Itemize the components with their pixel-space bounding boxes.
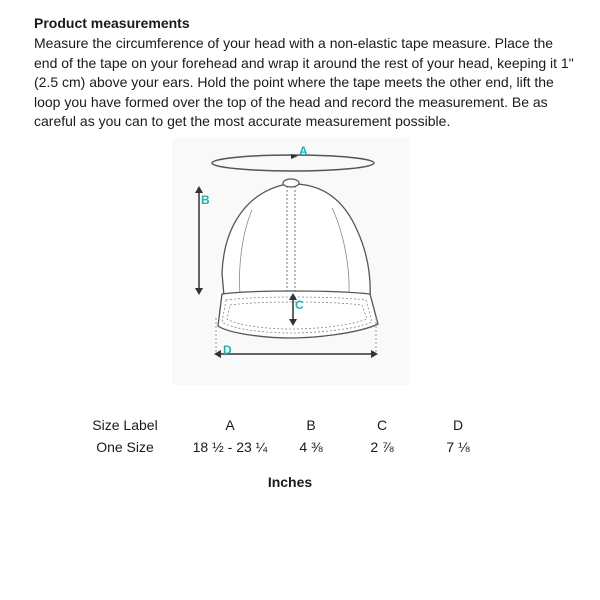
page-title: Product measurements [34,15,190,31]
arrow-d-left [214,350,221,358]
cell-d: 7 ⅛ [446,439,470,455]
label-b: B [201,193,210,207]
arrow-b-top [195,186,203,193]
table-row [80,436,484,458]
arrow-d-right [371,350,378,358]
header-b: B [306,417,316,433]
instructions-text: Measure the circumference of your head with a non-elastic tape measure. Place the end of the tape on your forehead and wrap it around the rest of your head, keeping it 1" (2.5 cm) above your ears. Hold the point where the tape meets the other end, lift the loop you have formed over the top of the head and record the measurement. Be as careful as you can to get the most accurate measurement possible. [34,35,574,129]
cap-button [283,179,299,187]
label-a: A [299,144,308,158]
units-label: Inches [267,474,313,490]
label-c: C [295,298,304,312]
label-d: D [223,343,232,357]
cell-a: 18 ½ - 23 ¼ [192,439,268,455]
header-d: D [452,417,464,433]
cap-measurement-diagram [172,138,409,385]
cap-crown [222,184,370,298]
cap-diagram-svg [172,138,409,385]
header-c: C [376,417,388,433]
header-a: A [225,417,235,433]
cell-size: One Size [96,439,154,455]
table-header-row [80,414,484,436]
header-size-label: Size Label [92,417,158,433]
size-table [80,414,484,458]
cell-c: 2 ⅞ [370,439,394,455]
cell-b: 4 ⅜ [299,439,323,455]
arrow-b-bottom [195,288,203,295]
